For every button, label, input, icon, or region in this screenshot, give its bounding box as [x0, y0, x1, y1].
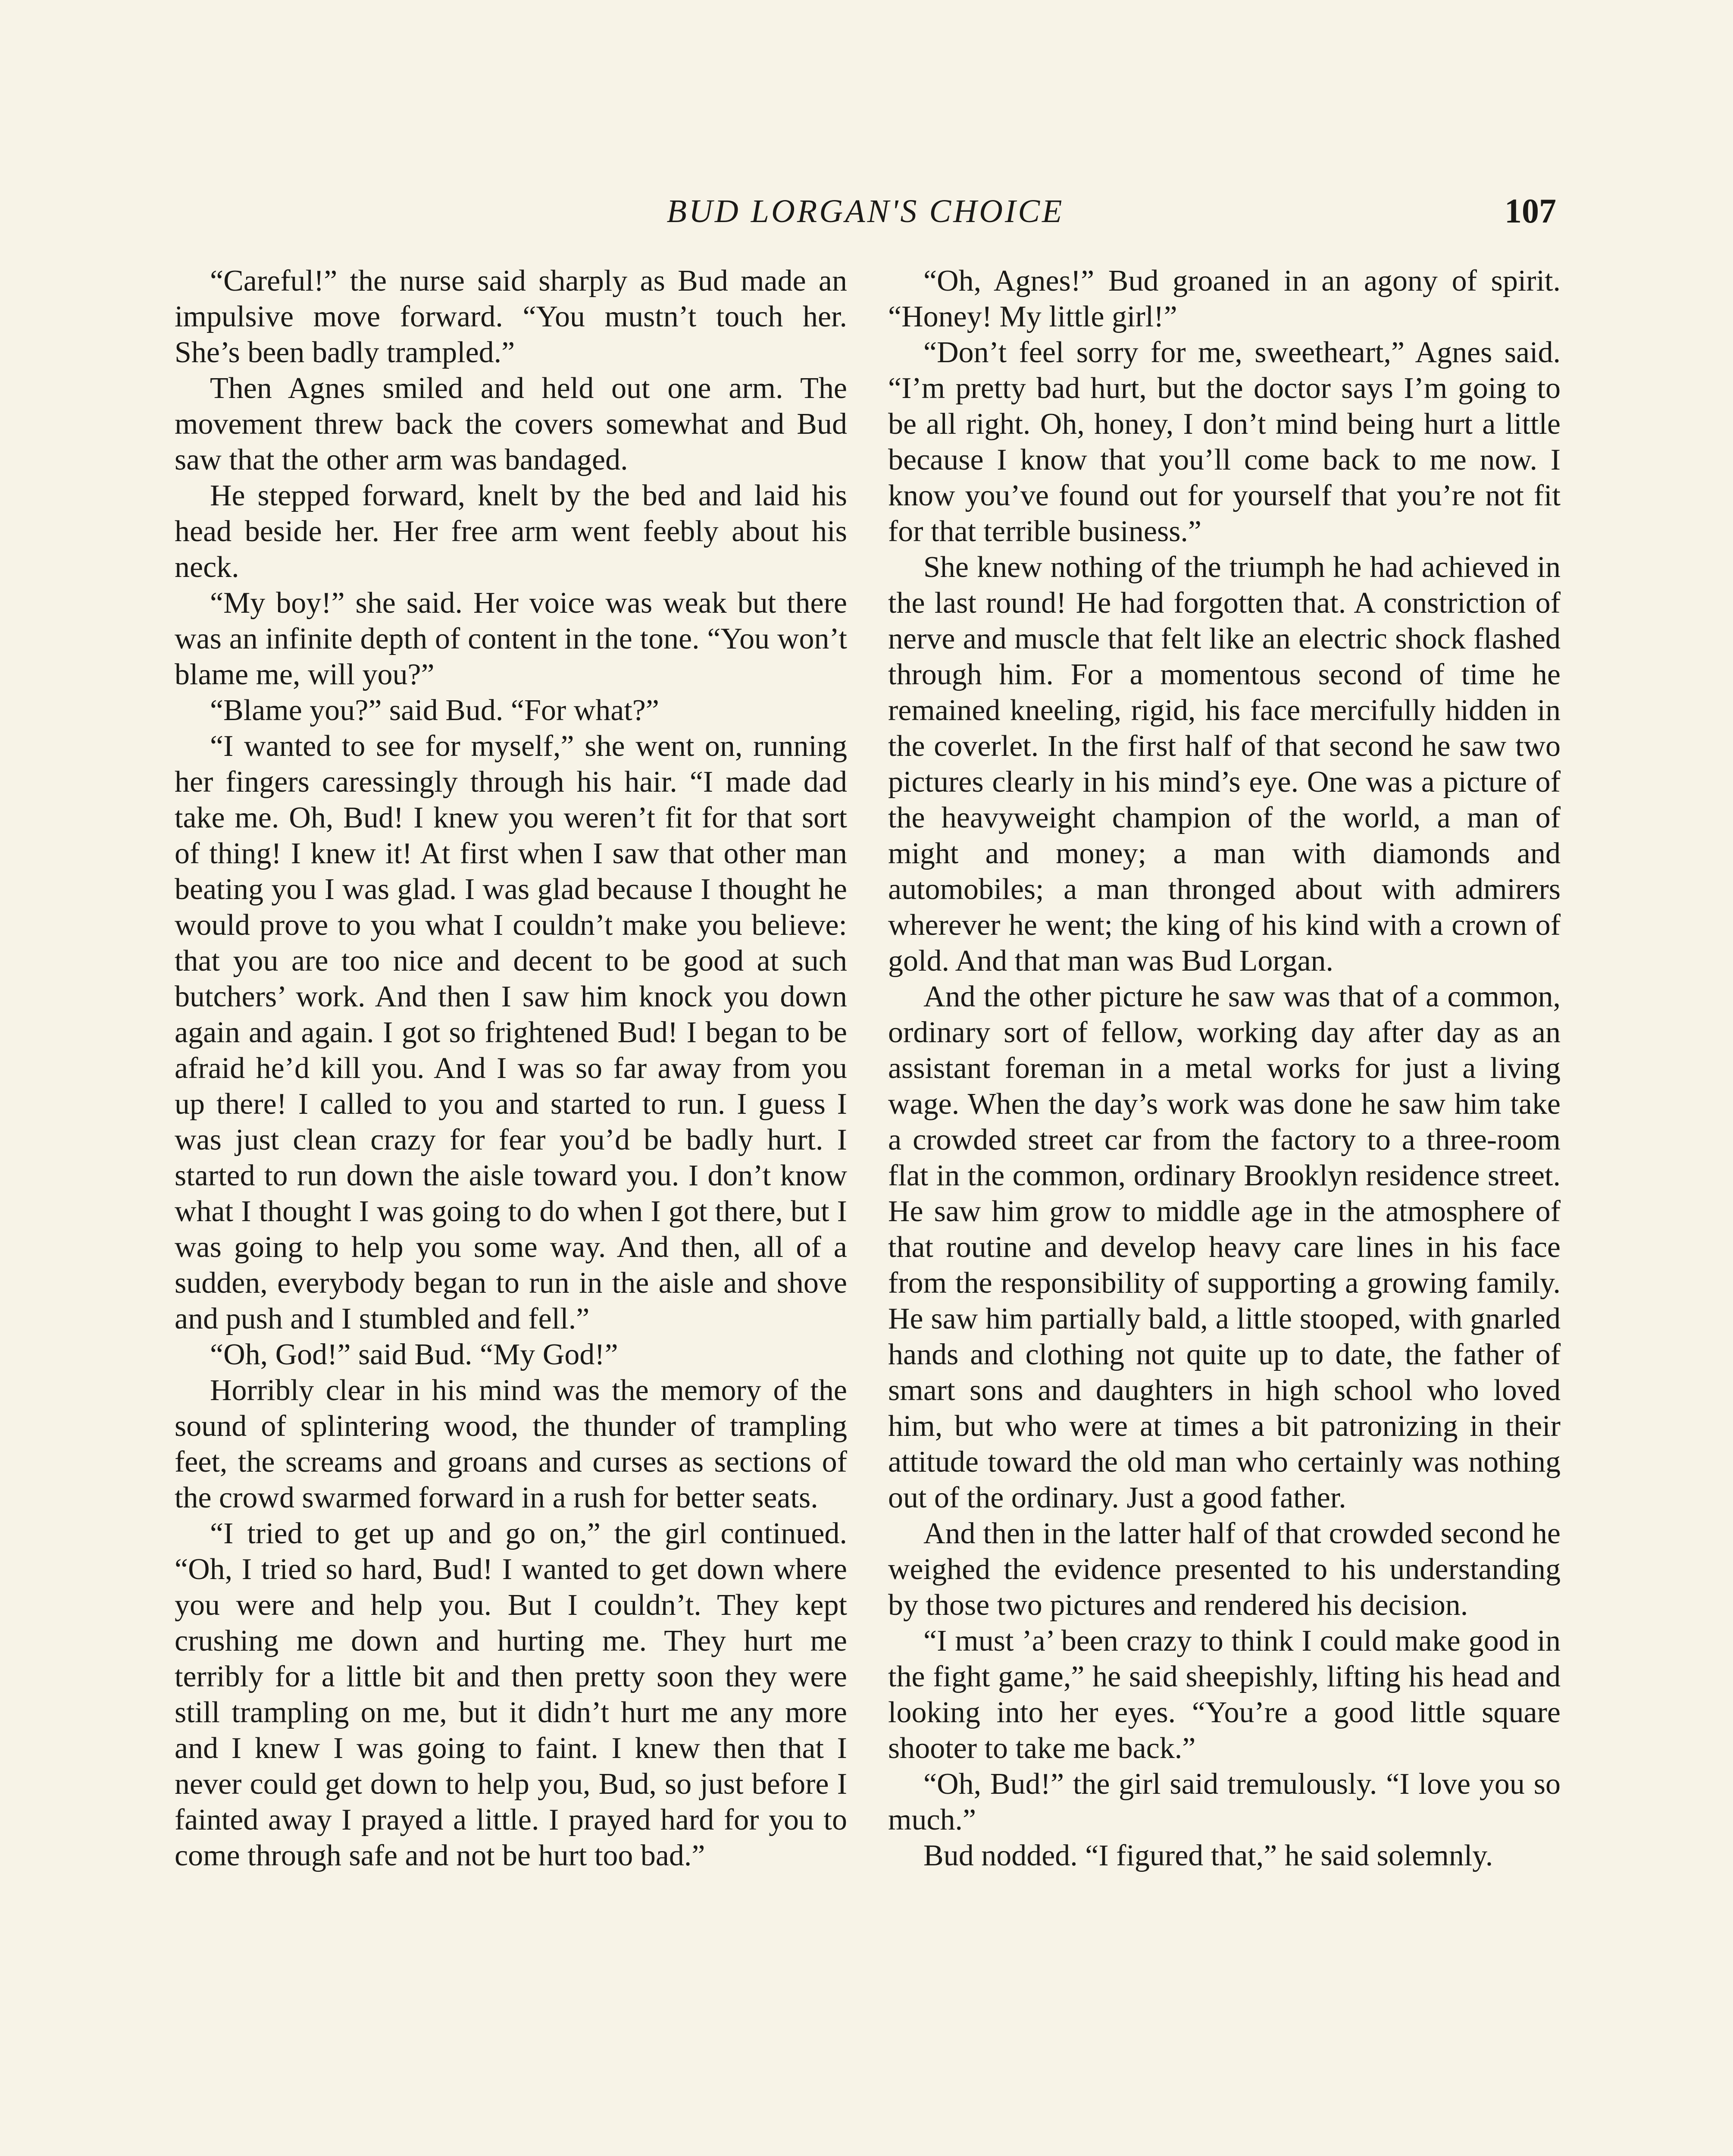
left-column: [175, 263, 847, 1874]
paragraph: Then Agnes smiled and held out one arm. The movement threw back the covers somewhat and Bud saw that the other arm was bandaged.: [175, 372, 847, 476]
paragraph: “I must ’a’ been crazy to think I could make good in the fight game,” he said sheepishly, lifting his head and looking into her eyes. “You’re a good little square shooter to take me back.”: [888, 1624, 1561, 1765]
paragraph: “I wanted to see for myself,” she went on, running her fingers caressingly through his hair. “I made dad take me. Oh, Bud! I knew you weren’t fit for that sort of thing! I knew it! At first when I saw that other man beating you I was glad. I was glad because I thought he would prove to you what I couldn’t make you believe: that you are too nice and decent to be good at such butchers’ work. And then I saw him knock you down again and again. I got so frightened Bud! I began to be afraid he’d kill you. And I was so far away from you up there! I called to you and started to run. I guess I was just clean crazy for fear you’d be badly hurt. I started to run down the aisle toward you. I don’t know what I thought I was going to do when I got there, but I was going to help you some way. And then, all of a sudden, everybody began to run in the aisle and shove and push and I stumbled and fell.”: [175, 730, 847, 1335]
paragraph: “Don’t feel sorry for me, sweetheart,” Agnes said. “I’m pretty bad hurt, but the doctor says I’m going to be all right. Oh, honey, I don’t mind being hurt a little because I know that you’ll come back to me now. I know you’ve found out for yourself that you’re not fit for that terrible business.”: [888, 336, 1561, 548]
paragraph: And the other picture he saw was that of a common, ordinary sort of fellow, working day after day as an assistant foreman in a metal works for just a living wage. When the day’s work was done he saw him take a crowded street car from the factory to a three-room flat in the common, ordinary Brooklyn residence street. He saw him grow to middle age in the atmosphere of that routine and develop heavy care lines in his face from the responsibility of supporting a growing family. He saw him partially bald, a little stooped, with gnarled hands and clothing not quite up to date, the father of smart sons and daughters in high school who loved him, but who were at times a bit patronizing in their attitude toward the old man who certainly was nothing out of the ordinary. Just a good father.: [888, 980, 1561, 1514]
paragraph: “Oh, Agnes!” Bud groaned in an agony of spirit. “Honey! My little girl!”: [888, 264, 1561, 333]
page-number: 107: [1505, 192, 1556, 230]
paragraph: “Blame you?” said Bud. “For what?”: [210, 694, 659, 727]
paragraph: And then in the latter half of that crowded second he weighed the evidence presented to his understanding by those two pictures and rendered his decision.: [888, 1517, 1561, 1622]
right-column: [888, 263, 1561, 1874]
paragraph: Bud nodded. “I figured that,” he said solemnly.: [923, 1839, 1493, 1872]
paragraph: She knew nothing of the triumph he had achieved in the last round! He had forgotten that. A constriction of nerve and muscle that felt like an electric shock flashed through him. For a momentous second of time he remained kneeling, rigid, his face mercifully hidden in the coverlet. In the first half of that second he saw two pictures clearly in his mind’s eye. One was a picture of the heavyweight champion of the world, a man of might and money; a man with diamonds and automobiles; a man thronged about with admirers wherever he went; the king of his kind with a crown of gold. And that man was Bud Lorgan.: [888, 551, 1561, 978]
paragraph: He stepped forward, knelt by the bed and laid his head beside her. Her free arm went feebly about his neck.: [175, 479, 847, 584]
running-head: [175, 185, 1556, 237]
paragraph: “Oh, Bud!” the girl said tremulously. “I love you so much.”: [888, 1767, 1561, 1836]
paragraph: Horribly clear in his mind was the memory of the sound of splintering wood, the thunder of trampling feet, the screams and groans and curses as sections of the crowd swarmed forward in a rush for better seats.: [175, 1374, 847, 1514]
paragraph: “My boy!” she said. Her voice was weak but there was an infinite depth of content in the tone. “You won’t blame me, will you?”: [175, 586, 847, 691]
paragraph: “Oh, God!” said Bud. “My God!”: [210, 1338, 618, 1371]
paragraph: “I tried to get up and go on,” the girl continued. “Oh, I tried so hard, Bud! I wanted to get down where you were and help you. But I couldn’t. They kept crushing me down and hurting me. They hurt me terribly for a little bit and then pretty soon they were still trampling on me, but it didn’t hurt me any more and I knew I was going to faint. I knew then that I never could get down to help you, Bud, so just before I fainted away I prayed a little. I prayed hard for you to come through safe and not be hurt too bad.”: [175, 1517, 847, 1872]
running-title: BUD LORGAN'S CHOICE: [666, 193, 1064, 229]
paragraph: “Careful!” the nurse said sharply as Bud made an impulsive move forward. “You mustn’t touch her. She’s been badly trampled.”: [175, 264, 847, 369]
